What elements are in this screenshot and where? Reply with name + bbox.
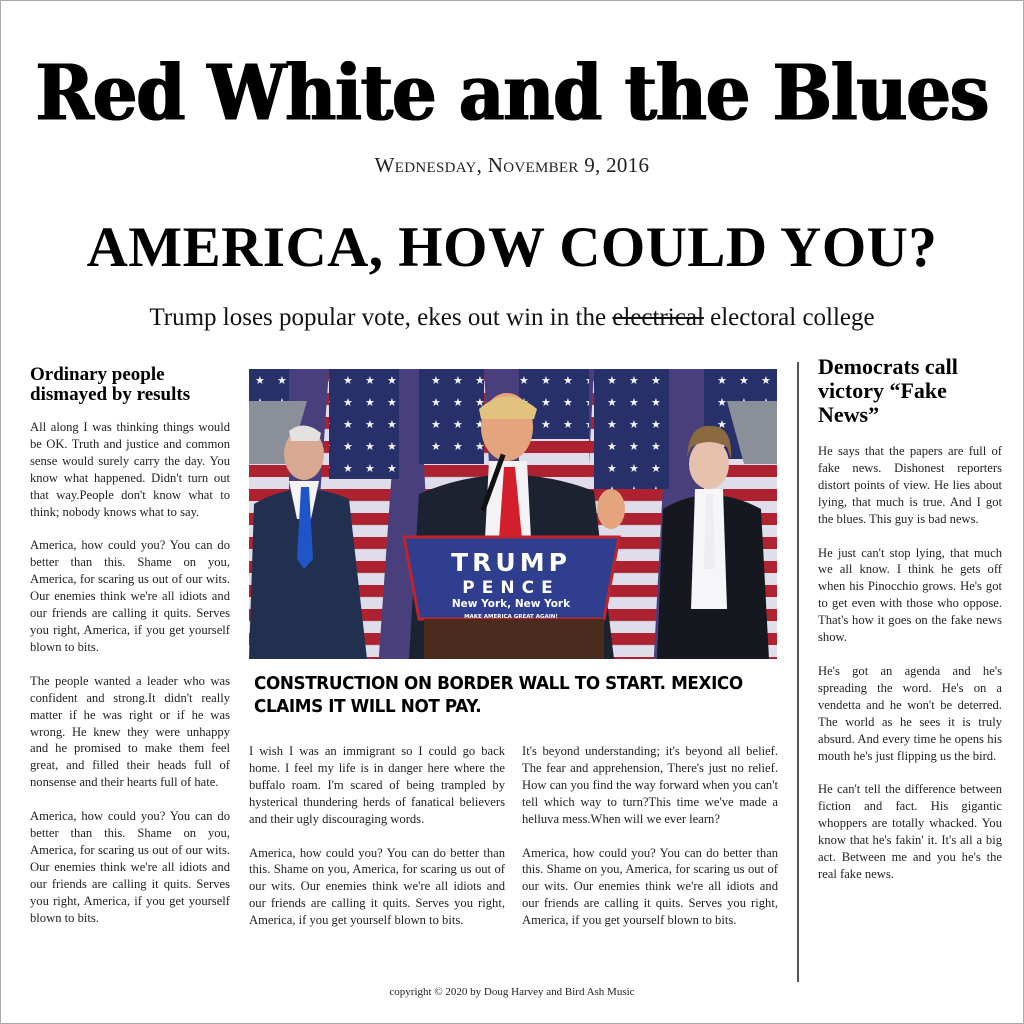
left-article-title: Ordinary people dismayed by results	[30, 364, 191, 405]
center-paragraph: America, how could you? You can do better than this. Shame on you, America, for scaring us out of our wits. Our enemies think we're all idiots and our friends are calling it quits. Serves you right, America, if you get yourself blown to bits.	[249, 845, 505, 928]
center-story-column-b	[522, 743, 778, 946]
center-paragraph: America, how could you? You can do better than this. Shame on you, America, for scaring us out of our wits. Our enemies think we're all idiots and our friends are calling it quits. Serves you right, America, if you get yourself blown to bits.	[522, 845, 778, 928]
center-story-column-a	[249, 743, 505, 946]
podium-location-text: New York, New York	[451, 598, 571, 610]
center-story-title: CONSTRUCTION ON BORDER WALL TO START. MEXICO CLAIMS IT WILL NOT PAY.	[254, 674, 743, 717]
subhead-struck-word: electrical	[612, 304, 704, 331]
subhead-before: Trump loses popular vote, ekes out win in the	[149, 304, 613, 331]
right-article-title: Democrats call victory “Fake News”	[818, 354, 958, 427]
right-paragraph: He says that the papers are full of fake news. Dishonest reporters distort points of view. He lies about lying, that much is true. And I got the blues. This guy is bad news.	[818, 444, 1002, 526]
center-paragraph: It's beyond understanding; it's beyond all belief. The fear and apprehension, There's just no relief. How can you find the way forward when you can't tell which way to turn?This time we've made a helluva mess.When will we ever learn?	[522, 744, 778, 826]
subhead-after: electoral college	[703, 304, 875, 331]
column-divider	[797, 362, 799, 982]
dateline: Wednesday, November 9, 2016	[374, 153, 650, 177]
masthead-title: Red White and the Blues	[35, 46, 989, 139]
right-paragraph: He's got an agenda and he's spreading the word. He's on a vendetta and he won't be deterred. The world as he sees it is truly absurd. And every time he opens his mouth he's just flipping us the bird.	[818, 663, 1002, 763]
right-paragraph: He just can't stop lying, that much we all know. I think he gets off when his Pinocchio grows. He's got to get even with those who oppose. That's how it goes on the fake news show.	[818, 545, 1002, 645]
main-headline: AMERICA, HOW COULD YOU?	[86, 216, 938, 279]
left-paragraph: The people wanted a leader who was confident and strong.It didn't really matter if he was right or if he was wrong. He knew they were unhappy and he promised to make them feel great, and filled their heads full of nonsense and their hearts full of hate.	[30, 673, 230, 790]
lead-photo	[249, 369, 777, 659]
left-paragraph: America, how could you? You can do better than this. Shame on you, America, for scaring us out of our wits. Our enemies think we're all idiots and our friends are calling it quits. Serves you right, America, if you get yourself blown to bits.	[30, 809, 230, 925]
subheadline	[1, 304, 1023, 332]
victory-speech-photo-illustration	[249, 369, 777, 659]
left-column-article	[30, 365, 230, 943]
center-paragraph: I wish I was an immigrant so I could go back home. I feel my life is in danger here where the buffalo roam. I'm scared of being trampled by hysterical thundering herds of fanatical believers and their ugly discouraging words.	[249, 744, 505, 826]
podium-trump-text: TRUMP	[451, 548, 571, 577]
left-paragraph: America, how could you? You can do better than this. Shame on you, America, for scaring us out of our wits. Our enemies think we're all idiots and our friends are calling it quits. Serves you right, America, if you get yourself blown to bits.	[30, 538, 230, 654]
right-paragraph: He can't tell the difference between fiction and fact. His gigantic whoppers are totally whacked. You know that he's fakin' it. It's all a big act. Between me and you he's the real fake news.	[818, 782, 1002, 881]
copyright-notice: copyright © 2020 by Doug Harvey and Bird Ash Music	[389, 986, 635, 998]
podium-slogan-text: MAKE AMERICA GREAT AGAIN!	[464, 614, 558, 620]
podium-pence-text: PENCE	[462, 578, 560, 598]
left-paragraph: All along I was thinking things would be OK. Truth and justice and common sense would surely carry the day. You know what happened. Didn't turn out that way.People don't know what to think; nobody knows what to say.	[30, 420, 230, 519]
right-column-article	[818, 355, 1002, 900]
